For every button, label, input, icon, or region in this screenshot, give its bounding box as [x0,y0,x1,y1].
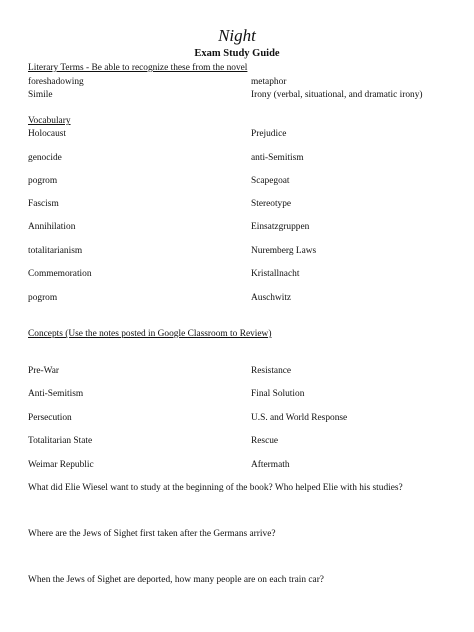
vocabulary-item: genocide [28,153,62,163]
vocabulary-item: Commemoration [28,269,92,279]
concept-item: Pre-War [28,366,59,376]
vocabulary-item: Kristallnacht [251,269,300,279]
concept-item: Final Solution [251,389,305,399]
concept-item: Resistance [251,366,292,376]
concepts-heading: Concepts (Use the notes posted in Google Classroom to Review) [28,329,272,339]
literary-term-item: Irony (verbal, situational, and dramatic irony) [251,90,423,100]
concept-item: Rescue [251,436,279,446]
question-1: What did Elie Wiesel want to study at the beginning of the book? Who helped Elie with his studies? [28,483,403,493]
concept-item: Aftermath [251,460,290,470]
vocabulary-item: Holocaust [28,129,67,139]
question-3: When the Jews of Sighet are deported, how many people are on each train car? [28,575,324,585]
vocabulary-item: Fascism [28,199,59,209]
vocabulary-item: totalitarianism [28,246,83,256]
literary-term-item: foreshadowing [28,77,84,87]
vocabulary-item: anti-Semitism [251,153,304,163]
concept-item: Weimar Republic [28,460,94,470]
vocabulary-item: Einsatzgruppen [251,222,310,232]
literary-term-item: Simile [28,90,53,100]
vocabulary-item: Annihilation [28,222,76,232]
literary-term-item: metaphor [251,77,287,87]
vocabulary-heading: Vocabulary [28,116,71,126]
concept-item: U.S. and World Response [251,413,348,423]
vocabulary-item: Auschwitz [251,293,292,303]
vocabulary-item: Prejudice [251,129,287,139]
concept-item: Persecution [28,413,72,423]
page-subtitle: Exam Study Guide [194,48,280,59]
vocabulary-item: Stereotype [251,199,292,209]
question-2: Where are the Jews of Sighet first taken after the Germans arrive? [28,529,276,539]
literary-terms-heading: Literary Terms - Be able to recognize these from the novel [28,63,248,73]
vocabulary-item: pogrom [28,176,58,186]
vocabulary-item: pogrom [28,293,58,303]
concept-item: Totalitarian State [28,436,93,446]
vocabulary-item: Nuremberg Laws [251,246,317,256]
page-title: Night [218,26,256,45]
concept-item: Anti-Semitism [28,389,84,399]
vocabulary-item: Scapegoat [251,176,290,186]
